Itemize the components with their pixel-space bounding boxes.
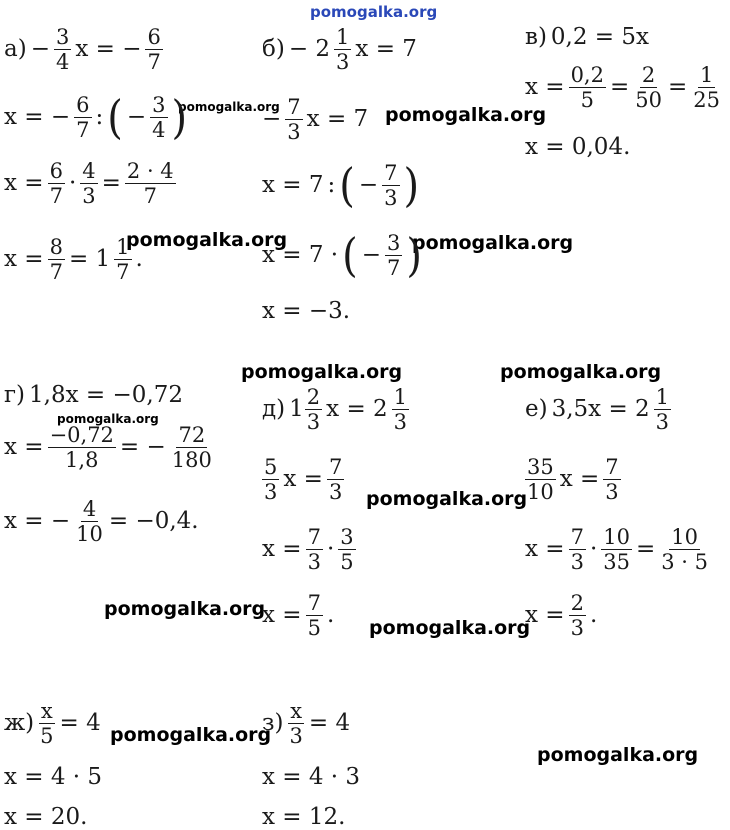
problem-z-line-3: x = 12. <box>262 804 346 830</box>
problem-d-line-4: x = $\frac{7}{5}$ . <box>262 591 335 641</box>
paren-open: ( <box>107 91 123 144</box>
fraction: 5 3 <box>264 455 278 505</box>
watermark: pomogalka.org <box>369 617 531 639</box>
fraction: 3 5 <box>340 525 354 575</box>
fraction: $\frac{x}{3}$ <box>289 699 303 749</box>
problem-e-line-3: x = $\frac{7}{3}$ · $\frac{10}{35}$ = $\frac{10}{3 \cdot 5}$ <box>525 525 709 575</box>
problem-b-line-4: x = 7 · ( − $\frac{3}{7}$ ) <box>262 229 422 282</box>
fraction: $\frac{7}{5}$ <box>307 591 321 641</box>
problem-g-line-2: x = $\frac{-0,72}{1,8}$ = − $\frac{72}{180}$ <box>4 423 212 473</box>
problem-zh-line-2: x = 4 · 5 <box>4 764 103 790</box>
problem-zh-line-1: ж) $\frac{x}{5}$ = 4 <box>4 699 101 749</box>
problem-v-line-1: в) 0,2 = 5x <box>525 24 649 50</box>
problem-z-line-2: x = 4 · 3 <box>262 764 361 790</box>
fraction: $\frac{6}{7}$ <box>147 25 161 75</box>
problem-b-line-2: − $\frac{7}{3}$ x = 7 <box>262 95 369 145</box>
fraction: $\frac{7}{3}$ <box>605 455 619 505</box>
fraction: $\frac{1}{25}$ <box>693 63 720 113</box>
watermark: pomogalka.org <box>385 104 547 126</box>
fraction: $\frac{2 \cdot 4}{7}$ <box>126 159 174 209</box>
watermark: pomogalka.org <box>104 598 266 620</box>
fraction: $\frac{7}{3}$ <box>287 95 301 145</box>
fraction: $\frac{-0,72}{1,8}$ <box>49 423 114 473</box>
fraction: $\frac{7}{3}$ <box>307 525 321 575</box>
fraction: 35 10 <box>527 455 554 505</box>
problem-v-line-3: x = 0,04. <box>525 134 631 160</box>
problem-zh-line-3: x = 20. <box>4 804 88 830</box>
fraction: $\frac{4}{3}$ <box>82 159 96 209</box>
watermark: pomogalka.org <box>178 100 280 114</box>
problem-b-line-1: б) − 2 1 3 x = 7 <box>262 25 417 75</box>
fraction: $\frac{6}{7}$ <box>49 159 63 209</box>
problem-g-line-3: x = − $\frac{4}{10}$ = −0,4. <box>4 497 199 547</box>
problem-e-line-4: x = $\frac{2}{3}$ . <box>525 591 598 641</box>
paren-close: ) <box>171 91 188 144</box>
fraction: $\frac{2}{3}$ <box>570 591 584 641</box>
fraction: $\frac{10}{35}$ <box>603 525 630 575</box>
problem-a-line-1: а) − $\frac{3}{4}$ x = − $\frac{6}{7}$ <box>4 25 161 75</box>
fraction: $\frac{0,2}{5}$ <box>570 63 604 113</box>
watermark: pomogalka.org <box>126 229 288 251</box>
watermark: pomogalka.org <box>57 412 159 426</box>
fraction: $\frac{3}{4}$ <box>152 93 166 143</box>
problem-v-line-2: x = $\frac{0,2}{5}$ = $\frac{2}{50}$ = $\frac{1}{25}$ <box>525 63 720 113</box>
watermark: pomogalka.org <box>500 361 662 383</box>
problem-a-line-2: x = − $\frac{6}{7}$ : ( − $\frac{3}{4}$ ) <box>4 91 188 144</box>
watermark: pomogalka.org <box>537 744 699 766</box>
problem-b-line-5: x = −3. <box>262 298 351 324</box>
fraction: $\frac{x}{5}$ <box>40 699 54 749</box>
fraction: $\frac{3}{4}$ <box>55 25 70 75</box>
paren-close: ) <box>403 159 420 212</box>
watermark: pomogalka.org <box>412 232 574 254</box>
watermark-top: pomogalka.org <box>310 3 438 21</box>
problem-a-line-4: x = $\frac{8}{7}$ = 1 1 7 . <box>4 235 143 285</box>
problem-d-line-2: 5 3 x = $\frac{7}{3}$ <box>264 455 343 505</box>
fraction: $\frac{4}{10}$ <box>76 497 103 547</box>
problem-d-line-3: x = $\frac{7}{3}$ · 3 5 <box>262 525 354 575</box>
fraction: 1 3 <box>655 385 670 435</box>
watermark: pomogalka.org <box>110 724 272 746</box>
fraction: 1 3 <box>336 25 350 75</box>
fraction: $\frac{72}{180}$ <box>171 423 212 473</box>
fraction: $\frac{7}{3}$ <box>384 161 398 211</box>
fraction: $\frac{7}{3}$ <box>328 455 343 505</box>
fraction: $\frac{6}{7}$ <box>76 93 90 143</box>
paren-open: ( <box>342 229 358 282</box>
problem-e-line-2: 35 10 x = $\frac{7}{3}$ <box>527 455 619 505</box>
problem-a-line-3: x = $\frac{6}{7}$ · $\frac{4}{3}$ = $\frac{2 \cdot 4}{7}$ <box>4 159 174 209</box>
fraction: $\frac{10}{3 \cdot 5}$ <box>661 525 709 575</box>
problem-e-line-1: е) 3,5x = 2 1 3 <box>525 385 670 435</box>
fraction: $\frac{7}{3}$ <box>570 525 584 575</box>
problem-d-line-1: д) 1 2 3 x = 2 1 3 <box>262 385 408 435</box>
watermark: pomogalka.org <box>241 361 403 383</box>
fraction: $\frac{8}{7}$ <box>49 235 63 285</box>
fraction: 1 3 <box>393 385 408 435</box>
paren-open: ( <box>339 159 355 212</box>
fraction: $\frac{3}{7}$ <box>387 231 401 281</box>
problem-z-line-1: з) $\frac{x}{3}$ = 4 <box>262 699 351 749</box>
problem-g-line-1: г) 1,8x = −0,72 <box>4 382 183 408</box>
fraction: 2 3 <box>306 385 321 435</box>
problem-b-line-3: x = 7 : ( − $\frac{7}{3}$ ) <box>262 159 420 212</box>
paren-close: ) <box>406 229 422 282</box>
watermark: pomogalka.org <box>366 488 528 510</box>
fraction: 1 7 <box>116 235 130 285</box>
fraction: $\frac{2}{50}$ <box>635 63 662 113</box>
